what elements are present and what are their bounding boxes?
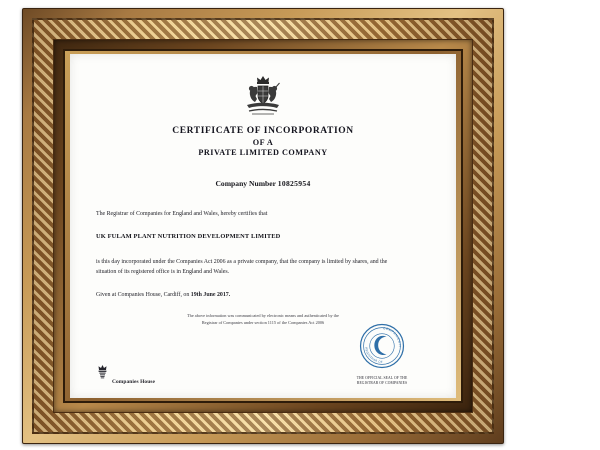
footer-note-line-1: The above information was communicated by electronic means and authenticated by the <box>187 313 339 319</box>
given-at-line <box>96 291 430 301</box>
certificate-body <box>96 210 430 301</box>
title-line-1: CERTIFICATE OF INCORPORATION <box>172 126 354 136</box>
incorporation-paragraph: is this day incorporated under the Companies Act 2006 as a private company, that the company is limited by shares, and the situation of its registered office is in England and Wales. <box>96 259 388 275</box>
seal-caption-line-1: THE OFFICIAL SEAL OF THE <box>356 376 408 381</box>
company-number-value: 10825954 <box>277 179 311 189</box>
title-line-2: OF A <box>252 137 274 147</box>
companies-house-label: Companies House <box>112 379 155 385</box>
picture-frame <box>22 8 504 444</box>
official-seal-icon <box>359 323 405 369</box>
certificate-footer <box>96 323 430 386</box>
companies-house-logo <box>96 364 155 386</box>
svg-text:REGISTRAR OF COMPANIES: REGISTRAR OF <box>364 347 383 364</box>
title-line-3: PRIVATE LIMITED COMPANY <box>198 148 328 158</box>
given-date: 19th June 2017. <box>190 292 231 299</box>
royal-coat-of-arms-icon <box>96 74 430 118</box>
companies-house-crown-icon <box>96 364 109 386</box>
company-number-label: Company Number <box>215 179 276 189</box>
registrar-statement: The Registrar of Companies for England and Wales, hereby certifies that <box>96 211 268 218</box>
official-seal <box>334 323 430 386</box>
company-number-row <box>96 179 430 188</box>
certificate-document <box>70 54 456 398</box>
company-name: UK FULAM PLANT NUTRITION DEVELOPMENT LIMITED <box>96 232 281 240</box>
svg-text:COMPANIES HOUSE: COMPANIES H <box>382 326 402 348</box>
seal-caption-line-2: REGISTRAR OF COMPANIES <box>356 381 408 386</box>
seal-caption <box>334 376 430 386</box>
given-prefix: Given at Companies House, Cardiff, on <box>96 292 191 299</box>
certificate-title <box>96 125 430 159</box>
footer-note-line-2: Registrar of Companies under section 1115 of the Companies Act 2006 <box>201 319 325 325</box>
